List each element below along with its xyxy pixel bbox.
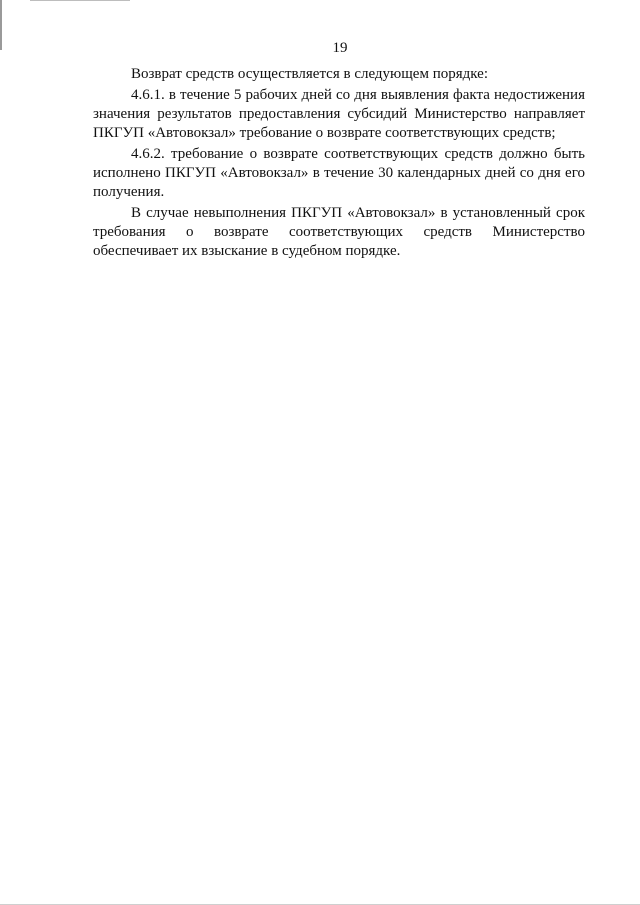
scan-edge-top: [30, 0, 130, 1]
paragraph-return-procedure: Возврат средств осуществляется в следующем порядке:: [131, 66, 489, 82]
paragraph-non-fulfillment: В случае невыполнения ПКГУП «Автовокзал» в установленный срок требования о возврате соответствующих средств Министерство обеспечивает их взыскание в судебном порядке.: [93, 205, 585, 259]
page-number: 19: [332, 40, 348, 56]
document-body: [93, 65, 585, 261]
paragraph-4-6-2: 4.6.2. требование о возврате соответствующих средств должно быть исполнено ПКГУП «Автовокзал» в течение 30 календарных дней со дня его получения.: [93, 146, 585, 200]
paragraph-4-6-1: 4.6.1. в течение 5 рабочих дней со дня выявления факта недостижения значения результатов предоставления субсидий Министерство направляет ПКГУП «Автовокзал» требование о возврате соответствующих средств;: [93, 87, 585, 141]
